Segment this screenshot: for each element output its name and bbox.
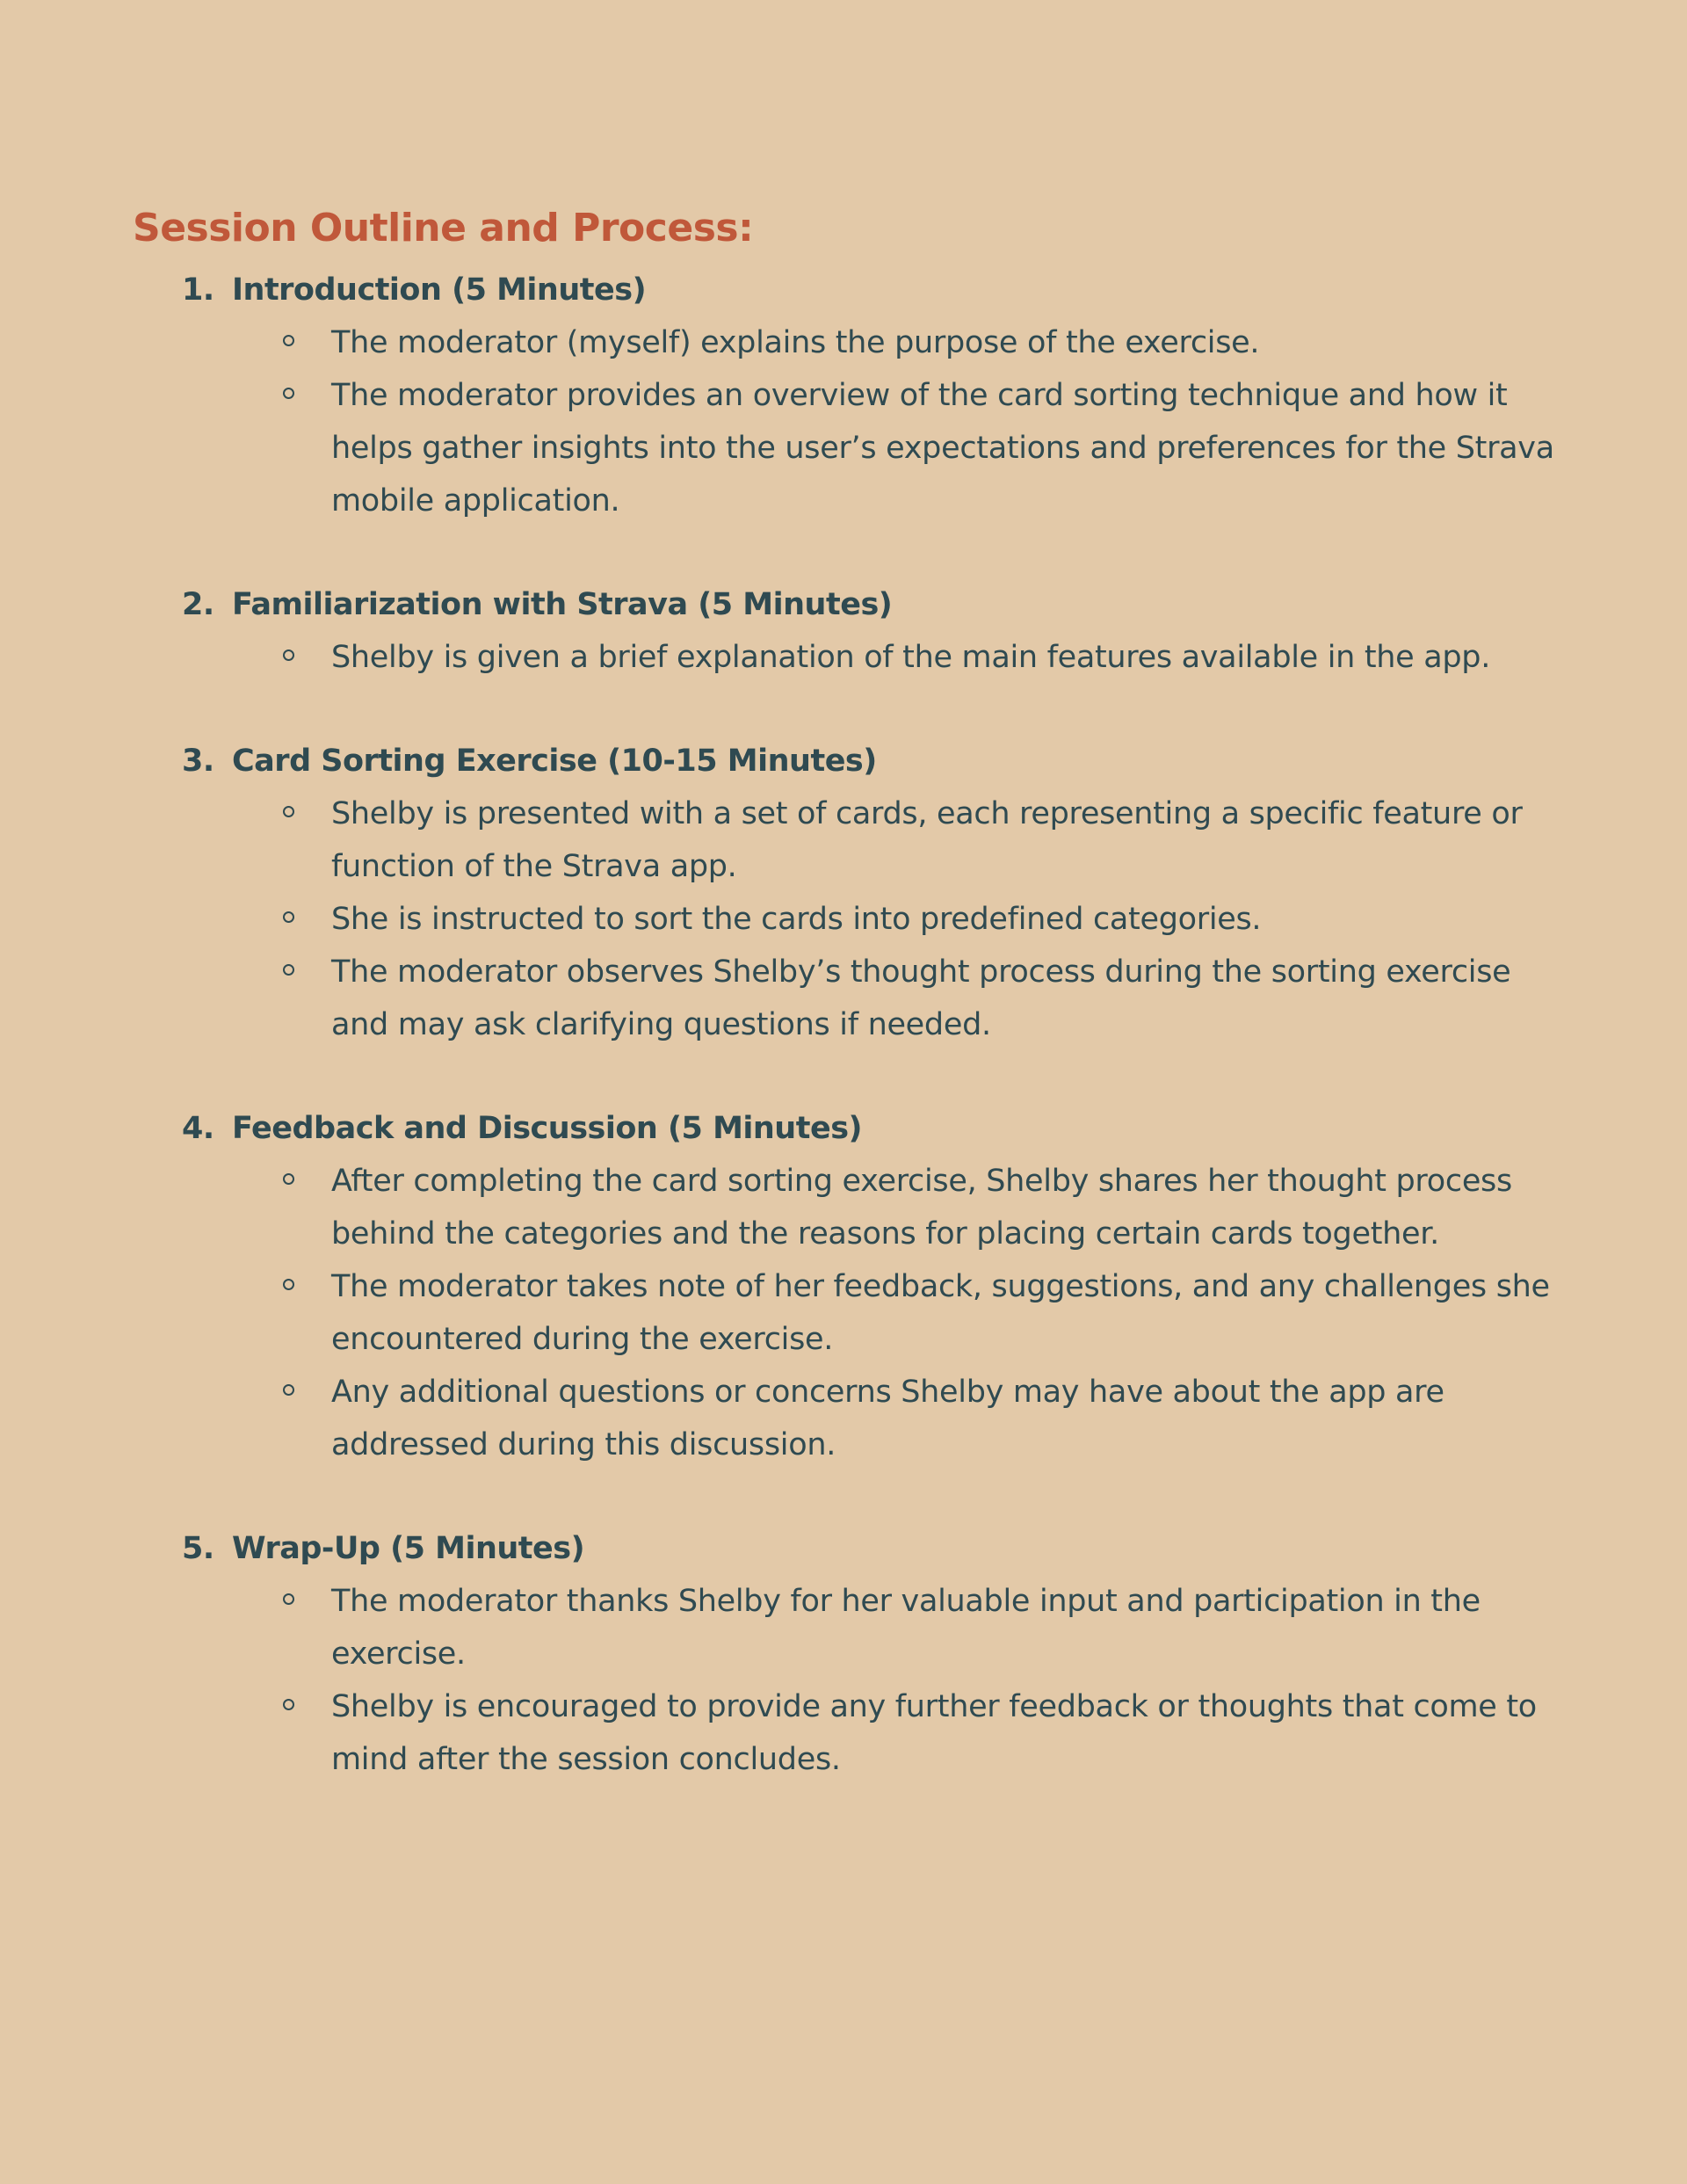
step-feedback-discussion [0,1102,1687,1471]
bullet-text: Shelby is presented with a set of cards, each representing a specific feature or function of the Strava app. [331,796,1523,884]
step-bullets [0,316,1687,527]
bullet-item [0,893,1687,946]
step-number: 3. [182,744,214,779]
step-bullets [0,787,1687,1051]
bullet-text: Any additional questions or concerns Shelby may have about the app are addressed during this discussion. [331,1375,1444,1462]
step-bullets [0,1575,1687,1786]
hollow-circle-bullet-icon [283,335,294,346]
bullet-item [0,1575,1687,1680]
bullet-text: Shelby is encouraged to provide any further feedback or thoughts that come to mind after the session concludes. [331,1689,1537,1777]
bullet-item [0,1155,1687,1260]
bullet-text: She is instructed to sort the cards into predefined categories. [331,902,1262,937]
step-heading [0,735,1687,787]
bullet-item [0,787,1687,893]
step-card-sorting [0,735,1687,1051]
hollow-circle-bullet-icon [283,1279,294,1290]
bullet-text: The moderator observes Shelby’s thought process during the sorting exercise and may ask clarifying questions if needed. [331,954,1511,1042]
bullet-item [0,631,1687,684]
bullet-text: Shelby is given a brief explanation of the main features available in the app. [331,640,1491,675]
hollow-circle-bullet-icon [283,1384,294,1396]
hollow-circle-bullet-icon [283,388,294,399]
step-bullets [0,631,1687,684]
hollow-circle-bullet-icon [283,1699,294,1710]
bullet-item [0,1680,1687,1786]
session-steps-list [0,264,1687,1837]
hollow-circle-bullet-icon [283,1593,294,1605]
hollow-circle-bullet-icon [283,649,294,661]
step-title: Introduction (5 Minutes) [232,272,647,308]
hollow-circle-bullet-icon [283,911,294,923]
step-bullets [0,1155,1687,1471]
step-familiarization [0,578,1687,684]
step-wrap-up [0,1522,1687,1786]
bullet-text: The moderator (myself) explains the purpose of the exercise. [331,325,1260,360]
bullet-text: The moderator provides an overview of the card sorting technique and how it helps gather insights into the user’s expectations and preferences for the Strava mobile application. [331,378,1554,519]
step-introduction [0,264,1687,527]
step-number: 5. [182,1531,214,1566]
bullet-text: The moderator thanks Shelby for her valuable input and participation in the exercise. [331,1584,1481,1672]
section-title: Session Outline and Process: [133,206,754,250]
step-title: Feedback and Discussion (5 Minutes) [232,1111,863,1146]
bullet-item [0,369,1687,527]
bullet-item [0,316,1687,369]
step-heading [0,1522,1687,1575]
bullet-text: The moderator takes note of her feedback, suggestions, and any challenges she encountered during the exercise. [331,1269,1550,1357]
hollow-circle-bullet-icon [283,806,294,817]
step-heading [0,578,1687,631]
step-title: Familiarization with Strava (5 Minutes) [232,587,893,622]
step-number: 4. [182,1111,214,1146]
step-heading [0,1102,1687,1155]
step-heading [0,264,1687,316]
step-title: Wrap-Up (5 Minutes) [232,1531,585,1566]
step-number: 1. [182,272,214,308]
step-title: Card Sorting Exercise (10-15 Minutes) [232,744,877,779]
hollow-circle-bullet-icon [283,964,294,976]
step-number: 2. [182,587,214,622]
hollow-circle-bullet-icon [283,1173,294,1185]
bullet-text: After completing the card sorting exercise, Shelby shares her thought process behind the categories and the reasons for placing certain cards together. [331,1164,1512,1252]
bullet-item [0,1366,1687,1471]
bullet-item [0,946,1687,1051]
bullet-item [0,1260,1687,1366]
